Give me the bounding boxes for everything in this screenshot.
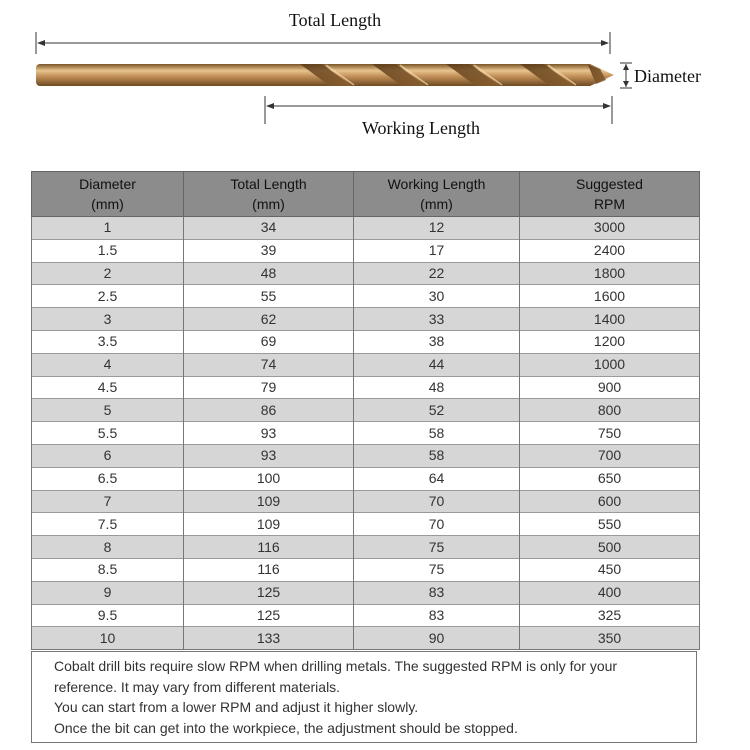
cell-suggested-rpm: 1600 bbox=[520, 285, 700, 308]
cell-total-length: 93 bbox=[184, 444, 354, 467]
table-row bbox=[32, 627, 700, 650]
cell-suggested-rpm: 1400 bbox=[520, 308, 700, 331]
cell-diameter: 9 bbox=[32, 581, 184, 604]
cell-suggested-rpm: 700 bbox=[520, 444, 700, 467]
cell-working-length: 52 bbox=[354, 399, 520, 422]
cell-suggested-rpm: 1800 bbox=[520, 262, 700, 285]
drill-bit bbox=[36, 64, 614, 86]
cell-working-length: 30 bbox=[354, 285, 520, 308]
table-row bbox=[32, 399, 700, 422]
cell-diameter: 2 bbox=[32, 262, 184, 285]
cell-suggested-rpm: 800 bbox=[520, 399, 700, 422]
table-row bbox=[32, 604, 700, 627]
cell-working-length: 38 bbox=[354, 330, 520, 353]
cell-total-length: 100 bbox=[184, 467, 354, 490]
table-row bbox=[32, 330, 700, 353]
cell-diameter: 8.5 bbox=[32, 558, 184, 581]
cell-working-length: 22 bbox=[354, 262, 520, 285]
cell-total-length: 109 bbox=[184, 490, 354, 513]
cell-diameter: 7.5 bbox=[32, 513, 184, 536]
cell-diameter: 10 bbox=[32, 627, 184, 650]
working-length-label: Working Length bbox=[361, 118, 481, 138]
table-row bbox=[32, 581, 700, 604]
cell-working-length: 70 bbox=[354, 490, 520, 513]
table-row bbox=[32, 308, 700, 331]
note-line: You can start from a lower RPM and adjust it higher slowly. bbox=[54, 699, 419, 715]
cell-total-length: 55 bbox=[184, 285, 354, 308]
cell-diameter: 7 bbox=[32, 490, 184, 513]
cell-working-length: 17 bbox=[354, 239, 520, 262]
cell-diameter: 5 bbox=[32, 399, 184, 422]
diameter-dimension bbox=[620, 63, 632, 88]
notes-box bbox=[31, 651, 697, 743]
cell-total-length: 133 bbox=[184, 627, 354, 650]
cell-diameter: 3 bbox=[32, 308, 184, 331]
table-header-row bbox=[32, 172, 700, 217]
cell-suggested-rpm: 1200 bbox=[520, 330, 700, 353]
cell-total-length: 69 bbox=[184, 330, 354, 353]
cell-total-length: 93 bbox=[184, 422, 354, 445]
diameter-label: Diameter bbox=[634, 66, 701, 86]
cell-diameter: 8 bbox=[32, 536, 184, 559]
cell-working-length: 58 bbox=[354, 444, 520, 467]
cell-suggested-rpm: 500 bbox=[520, 536, 700, 559]
table-row bbox=[32, 513, 700, 536]
cell-total-length: 48 bbox=[184, 262, 354, 285]
cell-working-length: 90 bbox=[354, 627, 520, 650]
cell-working-length: 48 bbox=[354, 376, 520, 399]
cell-suggested-rpm: 900 bbox=[520, 376, 700, 399]
table-row bbox=[32, 536, 700, 559]
cell-diameter: 5.5 bbox=[32, 422, 184, 445]
table-row bbox=[32, 239, 700, 262]
header-suggested-rpm: Suggested RPM bbox=[520, 172, 700, 217]
cell-total-length: 125 bbox=[184, 604, 354, 627]
cell-working-length: 33 bbox=[354, 308, 520, 331]
cell-diameter: 1 bbox=[32, 217, 184, 240]
total-length-dimension bbox=[36, 32, 610, 54]
note-line: Cobalt drill bits require slow RPM when drilling metals. The suggested RPM is only for your bbox=[54, 658, 618, 674]
cell-working-length: 75 bbox=[354, 536, 520, 559]
cell-total-length: 74 bbox=[184, 353, 354, 376]
cell-working-length: 64 bbox=[354, 467, 520, 490]
note-line: reference. It may vary from different materials. bbox=[54, 678, 341, 695]
table-row bbox=[32, 217, 700, 240]
cell-diameter: 4.5 bbox=[32, 376, 184, 399]
cell-suggested-rpm: 750 bbox=[520, 422, 700, 445]
cell-suggested-rpm: 400 bbox=[520, 581, 700, 604]
table-body bbox=[32, 217, 700, 650]
cell-working-length: 58 bbox=[354, 422, 520, 445]
drill-spec-table bbox=[31, 171, 700, 650]
cell-total-length: 116 bbox=[184, 558, 354, 581]
header-working-length: Working Length (mm) bbox=[354, 172, 520, 217]
cell-suggested-rpm: 550 bbox=[520, 513, 700, 536]
total-length-label: Total Length bbox=[288, 10, 382, 30]
cell-total-length: 125 bbox=[184, 581, 354, 604]
cell-total-length: 86 bbox=[184, 399, 354, 422]
header-diameter: Diameter (mm) bbox=[32, 172, 184, 217]
cell-working-length: 12 bbox=[354, 217, 520, 240]
cell-diameter: 6.5 bbox=[32, 467, 184, 490]
table-row bbox=[32, 422, 700, 445]
cell-total-length: 39 bbox=[184, 239, 354, 262]
cell-total-length: 116 bbox=[184, 536, 354, 559]
cell-suggested-rpm: 650 bbox=[520, 467, 700, 490]
cell-suggested-rpm: 3000 bbox=[520, 217, 700, 240]
cell-suggested-rpm: 600 bbox=[520, 490, 700, 513]
cell-diameter: 3.5 bbox=[32, 330, 184, 353]
table-row bbox=[32, 285, 700, 308]
cell-suggested-rpm: 325 bbox=[520, 604, 700, 627]
cell-working-length: 83 bbox=[354, 604, 520, 627]
note-line: Once the bit can get into the workpiece, the adjustment should be stopped. bbox=[54, 719, 518, 736]
cell-working-length: 83 bbox=[354, 581, 520, 604]
cell-total-length: 109 bbox=[184, 513, 354, 536]
cell-total-length: 62 bbox=[184, 308, 354, 331]
cell-diameter: 4 bbox=[32, 353, 184, 376]
cell-diameter: 9.5 bbox=[32, 604, 184, 627]
cell-diameter: 6 bbox=[32, 444, 184, 467]
cell-suggested-rpm: 350 bbox=[520, 627, 700, 650]
cell-total-length: 79 bbox=[184, 376, 354, 399]
cell-working-length: 70 bbox=[354, 513, 520, 536]
cell-diameter: 1.5 bbox=[32, 239, 184, 262]
cell-suggested-rpm: 2400 bbox=[520, 239, 700, 262]
table-row bbox=[32, 376, 700, 399]
cell-diameter: 2.5 bbox=[32, 285, 184, 308]
table-row bbox=[32, 262, 700, 285]
table-row bbox=[32, 444, 700, 467]
table-row bbox=[32, 353, 700, 376]
table-row bbox=[32, 467, 700, 490]
table-row bbox=[32, 490, 700, 513]
cell-working-length: 44 bbox=[354, 353, 520, 376]
drill-bit-diagram bbox=[0, 0, 750, 160]
cell-suggested-rpm: 1000 bbox=[520, 353, 700, 376]
table-row bbox=[32, 558, 700, 581]
header-total-length: Total Length (mm) bbox=[184, 172, 354, 217]
cell-total-length: 34 bbox=[184, 217, 354, 240]
cell-working-length: 75 bbox=[354, 558, 520, 581]
cell-suggested-rpm: 450 bbox=[520, 558, 700, 581]
